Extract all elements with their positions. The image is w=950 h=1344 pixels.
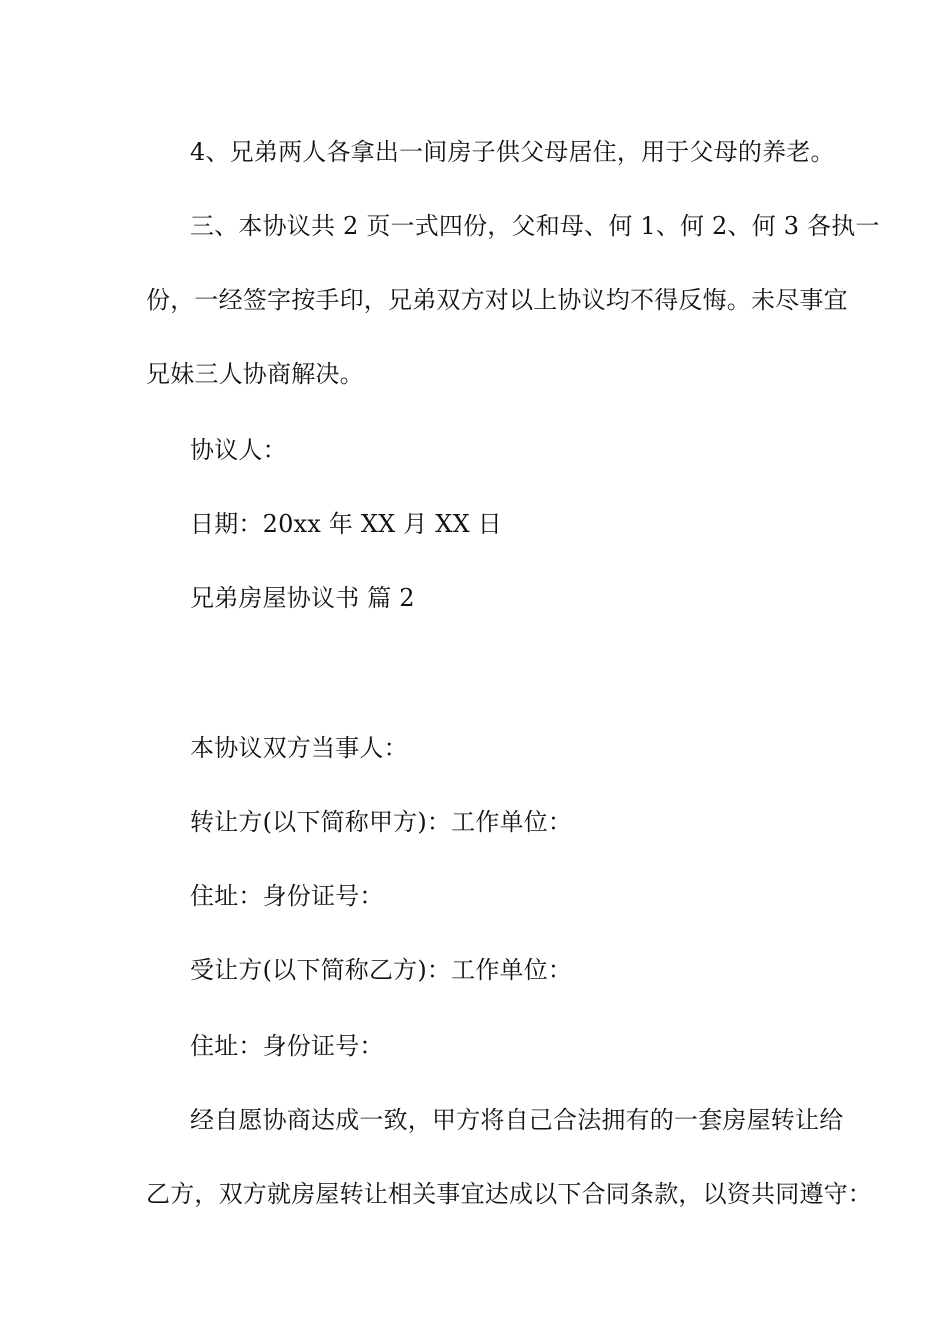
transferee-line: 受让方(以下简称乙方)：工作单位： <box>190 956 573 984</box>
paragraph-line: 份，一经签字按手印，兄弟双方对以上协议均不得反悔。未尽事宜 <box>146 286 848 314</box>
transferor-line: 转让方(以下简称甲方)：工作单位： <box>190 808 573 836</box>
paragraph-line: 乙方，双方就房屋转让相关事宜达成以下合同条款，以资共同遵守： <box>146 1180 872 1208</box>
paragraph-line: 经自愿协商达成一致，甲方将自己合法拥有的一套房屋转让给 <box>190 1106 844 1134</box>
address-id-line: 住址：身份证号： <box>190 882 384 910</box>
address-id-line: 住址：身份证号： <box>190 1032 384 1060</box>
paragraph-line: 三、本协议共 2 页一式四份，父和母、何 1、何 2、何 3 各执一 <box>190 212 880 240</box>
paragraph-line: 4、兄弟两人各拿出一间房子供父母居住，用于父母的养老。 <box>190 138 835 166</box>
section-title: 兄弟房屋协议书 篇 2 <box>190 584 415 612</box>
paragraph-line: 兄妹三人协商解决。 <box>146 360 364 388</box>
parties-heading: 本协议双方当事人： <box>190 734 408 762</box>
signatory-label: 协议人： <box>190 436 287 464</box>
date-line: 日期：20xx 年 XX 月 XX 日 <box>190 510 502 538</box>
